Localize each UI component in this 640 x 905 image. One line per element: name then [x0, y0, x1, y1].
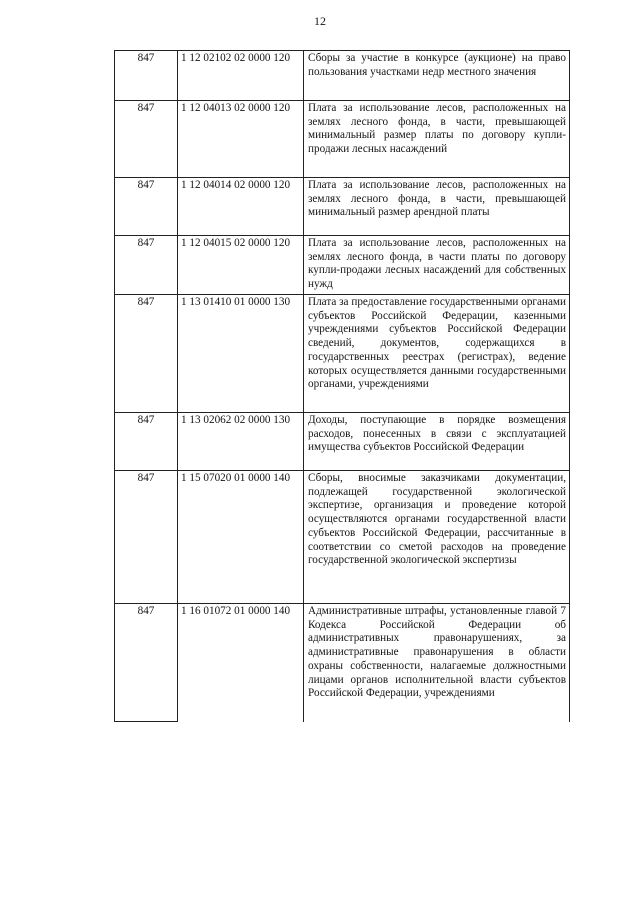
revenue-code-cell: 1 12 02102 02 0000 120: [178, 51, 304, 101]
table-row: [115, 51, 570, 101]
table-row: [115, 471, 570, 604]
description-cell: Плата за использование лесов, расположенных на землях лесного фонда, в части платы по договору купли-продажи лесных насаждений для собственных нужд: [304, 236, 570, 295]
table-row: [115, 236, 570, 295]
revenue-code-cell: 1 13 01410 01 0000 130: [178, 295, 304, 413]
revenue-code-cell: 1 12 04014 02 0000 120: [178, 178, 304, 236]
page-number: 12: [314, 14, 326, 28]
admin-code-cell: 847: [115, 471, 178, 604]
revenue-codes-table: [114, 50, 570, 722]
admin-code-cell: 847: [115, 178, 178, 236]
description-cell: Плата за предоставление государственными органами субъектов Российской Федерации, казенными учреждениями субъектов Российской Федерации сведений, документов, содержащихся в государственных реестрах (регистрах), ведение которых осуществляется данными государственными органами, учреждениями: [304, 295, 570, 413]
description-cell: Плата за использование лесов, расположенных на землях лесного фонда, в части, превышающей минимальный размер платы по договору купли-продажи лесных насаждений: [304, 101, 570, 178]
description-cell: Плата за использование лесов, расположенных на землях лесного фонда, в части, превышающей минимальный размер арендной платы: [304, 178, 570, 236]
description-cell: Сборы, вносимые заказчиками документации, подлежащей государственной экологической экспертизе, организация и проведение которой осуществляются органами государственной власти субъектов Российской Федерации, рассчитанные в соответствии со сметой расходов на проведение государственной экологической экспертизы: [304, 471, 570, 604]
description-cell: Доходы, поступающие в порядке возмещения расходов, понесенных в связи с эксплуатацией имущества субъектов Российской Федерации: [304, 413, 570, 471]
table-row: [115, 604, 570, 722]
table-row: [115, 413, 570, 471]
table-row: [115, 178, 570, 236]
revenue-code-cell: 1 15 07020 01 0000 140: [178, 471, 304, 604]
admin-code-cell: 847: [115, 295, 178, 413]
revenue-code-cell: 1 13 02062 02 0000 130: [178, 413, 304, 471]
admin-code-cell: 847: [115, 604, 178, 722]
table-row: [115, 101, 570, 178]
table-row: [115, 295, 570, 413]
admin-code-cell: 847: [115, 101, 178, 178]
revenue-code-cell: 1 12 04015 02 0000 120: [178, 236, 304, 295]
admin-code-cell: 847: [115, 236, 178, 295]
revenue-code-cell: 1 12 04013 02 0000 120: [178, 101, 304, 178]
admin-code-cell: 847: [115, 51, 178, 101]
description-cell: Сборы за участие в конкурсе (аукционе) на право пользования участками недр местного значения: [304, 51, 570, 101]
revenue-code-cell: 1 16 01072 01 0000 140: [178, 604, 304, 722]
admin-code-cell: 847: [115, 413, 178, 471]
description-cell: Административные штрафы, установленные главой 7 Кодекса Российской Федерации об административных правонарушениях, за административные правонарушения в области охраны собственности, налагаемые должностными лицами органов исполнительной власти субъектов Российской Федерации, учреждениями: [304, 604, 570, 722]
